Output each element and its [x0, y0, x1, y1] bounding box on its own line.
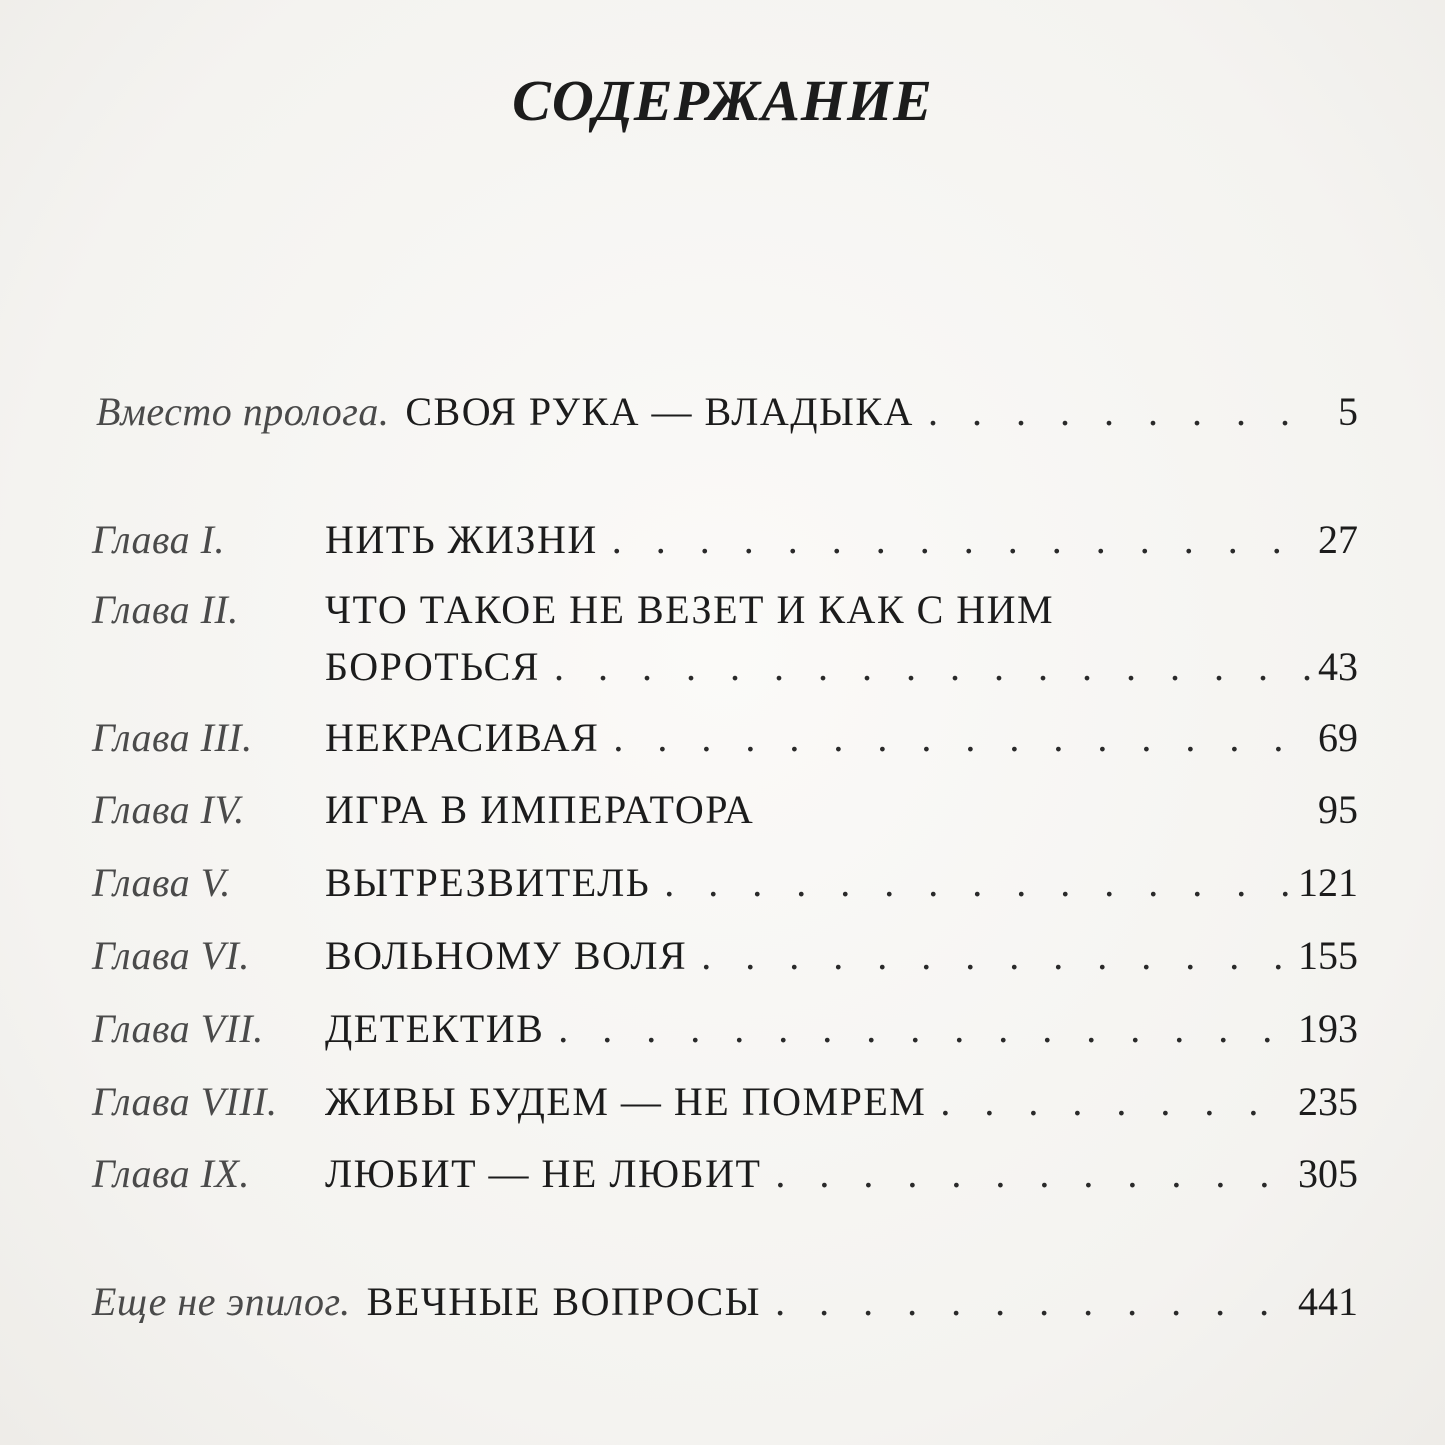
- entry-label: Глава IX.: [92, 1151, 250, 1196]
- entry-page-number: 5: [1338, 389, 1358, 434]
- entry-page-number: 193: [1298, 1006, 1358, 1051]
- toc-entry-chapter-6[interactable]: [92, 933, 1358, 978]
- entry-label: Еще не эпилог.: [92, 1279, 351, 1324]
- toc-entry-chapter-1[interactable]: [92, 517, 1358, 562]
- leader-dots: [701, 936, 1292, 976]
- entry-label: Глава VI.: [92, 933, 250, 978]
- toc-entry-chapter-9[interactable]: [92, 1151, 1358, 1196]
- entry-page-number: 305: [1298, 1151, 1358, 1196]
- entry-label: Глава II.: [92, 587, 239, 632]
- leader-dots: [775, 1154, 1292, 1194]
- entry-title: ВЫТРЕЗВИТЕЛЬ: [325, 860, 651, 905]
- entry-page-number: 121: [1298, 860, 1358, 905]
- entry-page-number: 95: [1318, 787, 1358, 832]
- leader-dots: [775, 1282, 1292, 1322]
- toc-entry-prologue[interactable]: [96, 389, 1358, 434]
- leader-dots: [558, 1009, 1292, 1049]
- toc-entry-chapter-7[interactable]: [92, 1006, 1358, 1051]
- leader-dots: [613, 718, 1312, 758]
- leader-dots: [554, 647, 1312, 687]
- entry-label: Глава I.: [92, 517, 225, 562]
- entry-label: Глава VII.: [92, 1006, 264, 1051]
- entry-title-line-2: БОРОТЬСЯ: [325, 644, 540, 689]
- leader-dots: [612, 520, 1312, 560]
- entry-page-number: 441: [1298, 1279, 1358, 1324]
- leader-dots: [928, 392, 1312, 432]
- toc-entry-chapter-5[interactable]: [92, 860, 1358, 905]
- entry-title: НЕКРАСИВАЯ: [325, 715, 600, 760]
- entry-title: СВОЯ РУКА — ВЛАДЫКА: [405, 389, 914, 434]
- entry-label: Глава III.: [92, 715, 253, 760]
- entry-page-number: 27: [1318, 517, 1358, 562]
- leader-dots: [664, 863, 1292, 903]
- entry-page-number: 43: [1318, 644, 1358, 689]
- entry-title: ВОЛЬНОМУ ВОЛЯ: [325, 933, 688, 978]
- entry-title: ЛЮБИТ — НЕ ЛЮБИТ: [325, 1151, 762, 1196]
- entry-title: ИГРА В ИМПЕРАТОРА: [325, 787, 755, 832]
- entry-label: Вместо пролога.: [96, 389, 390, 434]
- toc-entry-chapter-2[interactable]: [92, 587, 1358, 689]
- entry-title: ЖИВЫ БУДЕМ — НЕ ПОМРЕМ: [325, 1079, 927, 1124]
- toc-entry-chapter-4[interactable]: [92, 787, 1358, 832]
- entry-title: ДЕТЕКТИВ: [325, 1006, 545, 1051]
- toc-entry-chapter-8[interactable]: [92, 1079, 1358, 1124]
- toc-entry-chapter-3[interactable]: [92, 715, 1358, 760]
- entry-title: ВЕЧНЫЕ ВОПРОСЫ: [366, 1279, 762, 1324]
- entry-title: НИТЬ ЖИЗНИ: [325, 517, 598, 562]
- entry-label: Глава VIII.: [92, 1079, 278, 1124]
- page-title: СОДЕРЖАНИЕ: [512, 68, 933, 133]
- leader-dots: [940, 1082, 1292, 1122]
- entry-page-number: 155: [1298, 933, 1358, 978]
- entry-label: Глава IV.: [92, 787, 245, 832]
- entry-page-number: 69: [1318, 715, 1358, 760]
- entry-page-number: 235: [1298, 1079, 1358, 1124]
- toc-entry-epilogue[interactable]: [92, 1279, 1358, 1324]
- entry-title-line-1: ЧТО ТАКОЕ НЕ ВЕЗЕТ И КАК С НИМ: [325, 587, 1055, 632]
- entry-label: Глава V.: [92, 860, 231, 905]
